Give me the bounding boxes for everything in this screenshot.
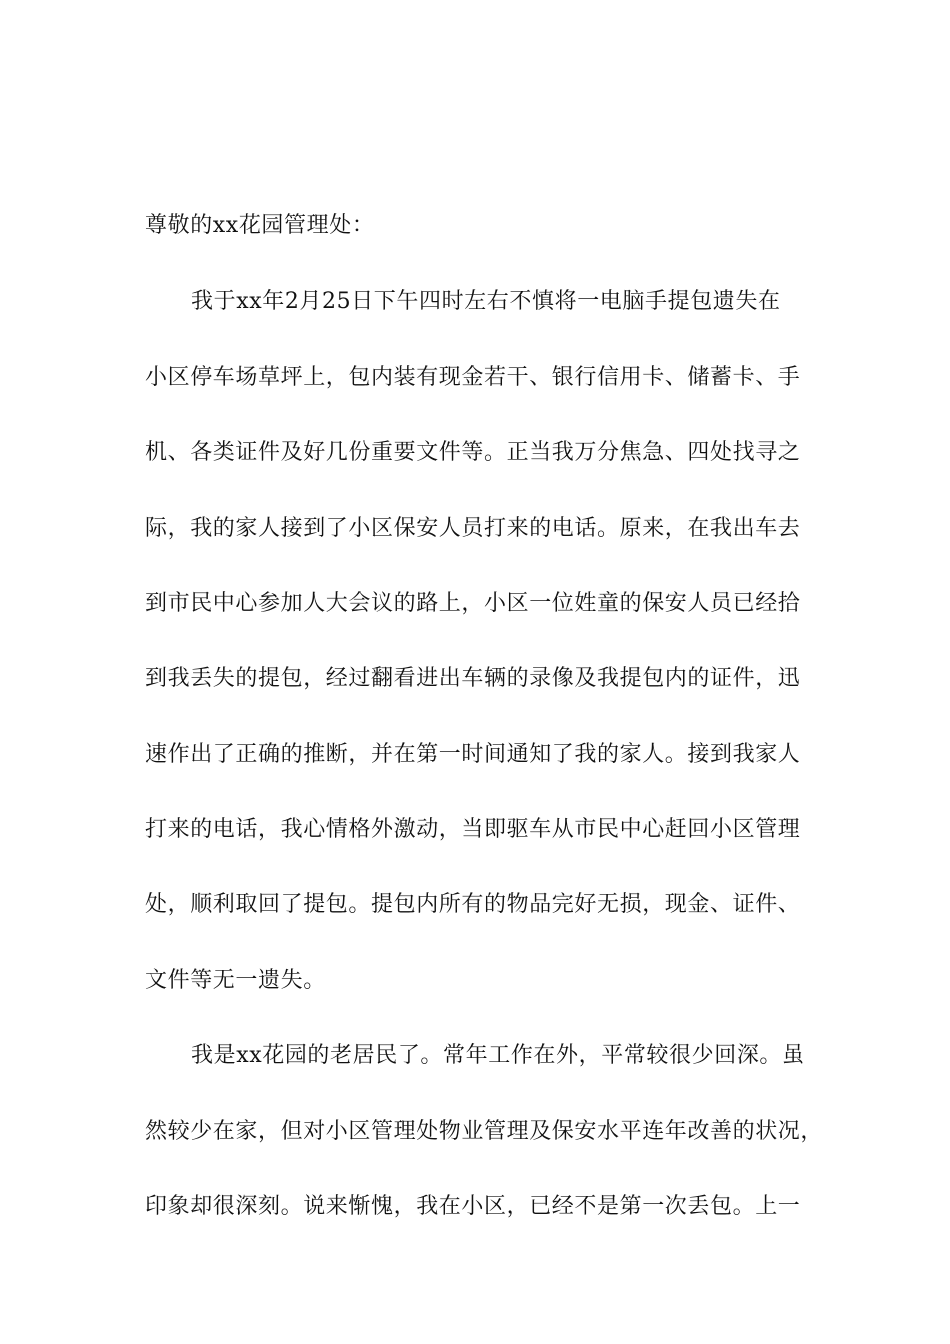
paragraph-1-line-4: 际，我的家人接到了小区保安人员打来的电话。原来，在我出车去 — [145, 516, 801, 541]
paragraph-1-line-5: 到市民中心参加人大会议的路上，小区一位姓童的保安人员已经拾 — [145, 591, 801, 616]
salutation: 尊敬的xx花园管理处： — [145, 213, 375, 238]
paragraph-1-line-3: 机、各类证件及好几份重要文件等。正当我万分焦急、四处找寻之 — [145, 440, 801, 465]
paragraph-1-line-8: 打来的电话，我心情格外激动，当即驱车从市民中心赶回小区管理 — [145, 817, 801, 842]
paragraph-1-line-7: 速作出了正确的推断，并在第一时间通知了我的家人。接到我家人 — [145, 742, 801, 767]
paragraph-1-line-1: 我于xx年2月25日下午四时左右不慎将一电脑手提包遗失在 — [191, 289, 781, 314]
paragraph-1-line-2: 小区停车场草坪上，包内装有现金若干、银行信用卡、储蓄卡、手 — [145, 365, 801, 390]
paragraph-2-line-1: 我是xx花园的老居民了。常年工作在外，平常较很少回深。虽 — [191, 1043, 805, 1068]
paragraph-1-line-6: 到我丢失的提包，经过翻看进出车辆的录像及我提包内的证件，迅 — [145, 666, 801, 691]
paragraph-1-line-9: 处，顺利取回了提包。提包内所有的物品完好无损，现金、证件、 — [145, 892, 801, 917]
paragraph-2-line-3: 印象却很深刻。说来惭愧，我在小区，已经不是第一次丢包。上一 — [145, 1194, 801, 1219]
paragraph-1-line-10: 文件等无一遗失。 — [145, 968, 326, 993]
paragraph-2-line-2: 然较少在家，但对小区管理处物业管理及保安水平连年改善的状况， — [145, 1119, 824, 1144]
